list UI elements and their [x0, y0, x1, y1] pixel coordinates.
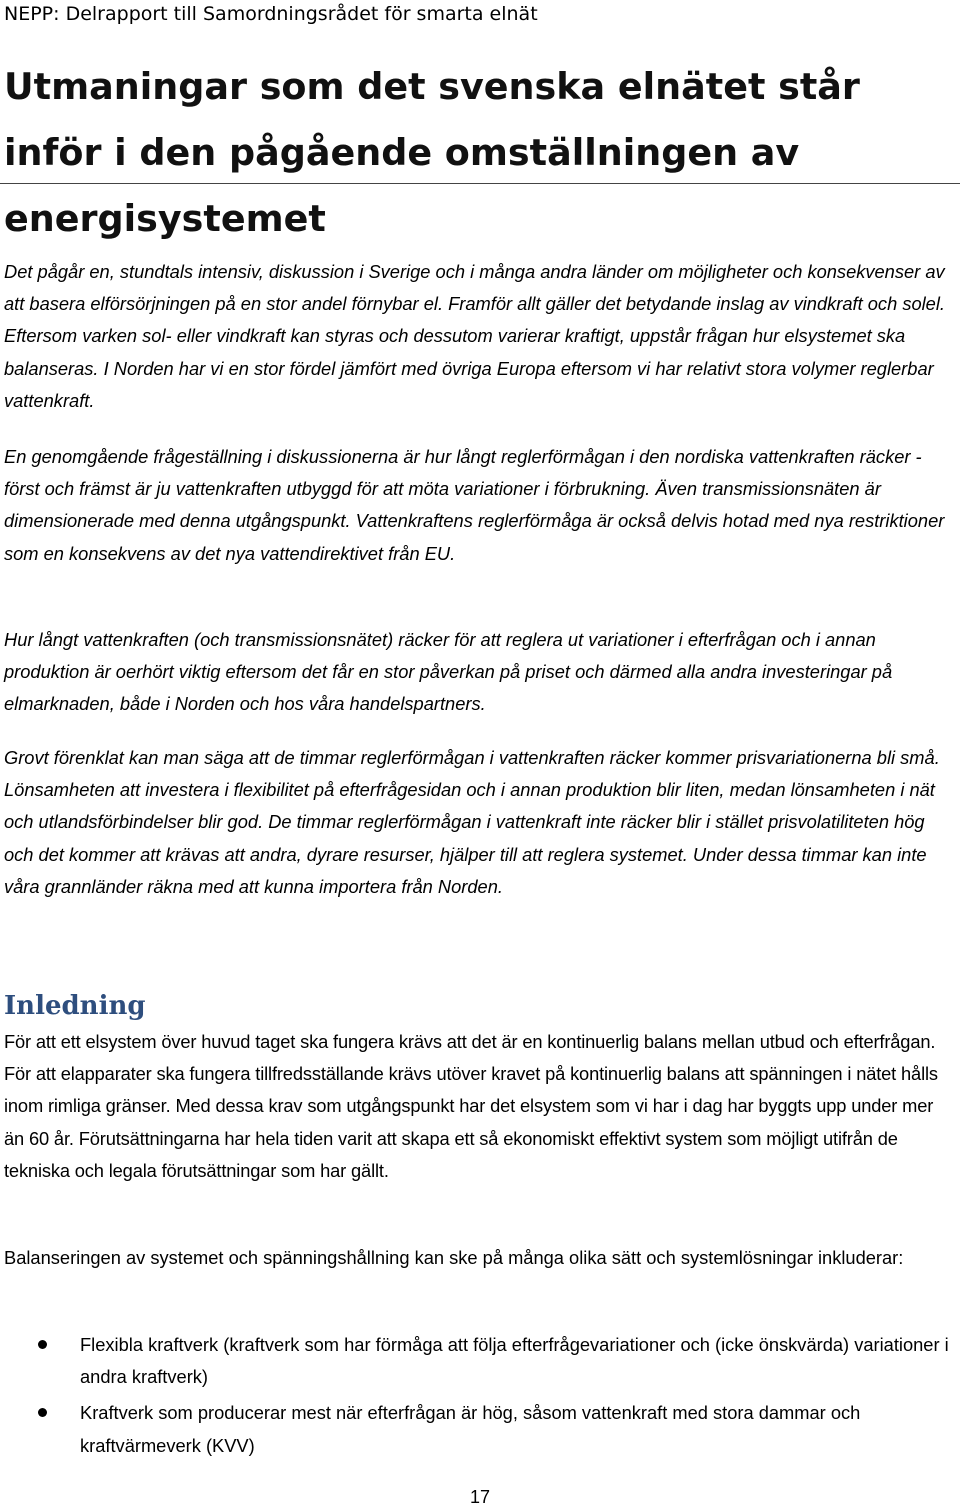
summary-paragraph-1: Det pågår en, stundtals intensiv, diskussion i Sverige och i många andra länder om möjligheter och konsekvenser av att basera elförsörjningen på en stor andel förnybar el. Framför allt gäller det betydande inslag av vindkraft och solel. Eftersom varken sol- eller vindkraft kan styras och dessutom varierar kraftigt, uppstår frågan hur elsystemet ska balanseras. I Norden har vi en stor fördel jämfört med övriga Europa eftersom vi har relativt stora volymer reglerbar vattenkraft. [4, 261, 945, 411]
list-item [0, 1397, 960, 1461]
section-paragraph-1: För att ett elsystem över huvud taget ska fungera krävs att det är en kontinuerlig balans mellan utbud och efterfrågan. För att elapparater ska fungera tillfredsställande krävs utöver kravet på kontinuerlig balans att spänningen i nätet hålls inom rimliga gränser. Med dessa krav som utgångspunkt har det elsystem som vi har i dag har byggts upp under mer än 60 år. Förutsättningarna har hela tiden varit att skapa ett så ekonomiskt effektivt system som möjligt utifrån de tekniska och legala förutsättningar som har gällt. [4, 1031, 938, 1181]
summary-paragraph-4: Grovt förenklat kan man säga att de timmar reglerförmågan i vattenkraften räcker kommer prisvariationerna bli små. Lönsamheten att investera i flexibilitet på efterfrågesidan och i annan produktion blir liten, medan lönsamheten i nät och utlandsförbindelser blir god. De timmar reglerförmågan i vattenkraft inte räcker blir i stället prisvolatiliteten hög och det kommer att krävas att andra, dyrare resurser, hjälper till att reglera systemet. Under dessa timmar kan inte våra grannländer räkna med att kunna importera från Norden. [4, 747, 940, 897]
section-paragraph-2: Balanseringen av systemet och spänningshållning kan ske på många olika sätt och systemlösningar inkluderar: [4, 1247, 904, 1268]
running-header: NEPP: Delrapport till Samordningsrådet för smarta elnät [4, 3, 538, 25]
section-heading: Inledning [4, 991, 146, 1021]
summary-paragraph-2: En genomgående frågeställning i diskussionerna är hur långt reglerförmågan i den nordiska vattenkraften räcker - först och främst är ju vattenkraften utbyggd för att möta variationer i förbrukning. Även transmissionsnäten är dimensionerade med denna utgångspunkt. Vattenkraftens reglerförmåga är också delvis hotad med nya restriktioner som en konsekvens av det nya vattendirektivet från EU. [4, 446, 945, 564]
document-title: Utmaningar som det svenska elnätet står inför i den pågående omställningen av energisystemet [4, 65, 860, 240]
title-divider [0, 183, 960, 184]
list-item-text: Flexibla kraftverk (kraftverk som har förmåga att följa efterfrågevariationer och (icke önskvärda) variationer i andra kraftverk) [80, 1334, 949, 1388]
list-item [0, 1329, 960, 1393]
summary-paragraph-3: Hur långt vattenkraften (och transmissionsnätet) räcker för att reglera ut variationer i efterfrågan och i annan produktion är oerhört viktig eftersom det får en stor påverkan på priset och därmed alla andra investeringar på elmarknaden, både i Norden och hos våra handelspartners. [4, 629, 893, 715]
bullet-icon [38, 1340, 47, 1349]
bullet-icon [38, 1408, 47, 1417]
page-number: 17 [469, 1487, 491, 1507]
bullet-list [0, 1329, 960, 1466]
list-item-text: Kraftverk som producerar mest när efterfrågan är hög, såsom vattenkraft med stora dammar och kraftvärmeverk (KVV) [80, 1402, 861, 1456]
